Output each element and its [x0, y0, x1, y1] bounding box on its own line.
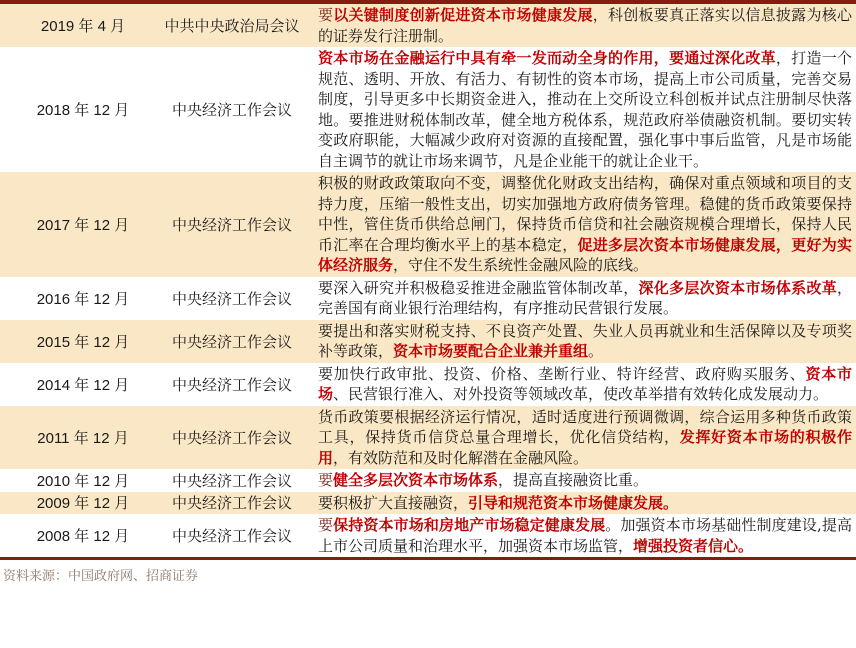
content-segment: 要深入研究并积极稳妥推进金融监管体制改革，	[318, 278, 639, 297]
meeting-cell: 中央经济工作会议	[171, 428, 292, 447]
date-cell: 2011 年 12 月	[37, 429, 129, 447]
content-segment: 发挥好资本市场的积极作用	[318, 428, 852, 467]
content-segment: 资本市场要配合企业兼并重组	[393, 342, 589, 360]
meeting-cell: 中央经济工作会议	[171, 527, 292, 545]
content-segment: 以关键制度创新促进资本市场健康发展	[333, 6, 593, 24]
content-cell	[316, 320, 856, 363]
content-segment: 深化多层次资本市场体系改革	[638, 278, 837, 297]
table-row	[0, 406, 856, 470]
content-cell	[316, 514, 856, 557]
table-row	[0, 469, 856, 492]
content-segment: 促进多层次资本市场健康发展，更好为实体经济服务	[318, 235, 852, 274]
content-segment: 资本市场	[318, 364, 852, 403]
content-segment: 资本市场在金融运行中具有牵一发而动全身的作用，要通过深化改革	[318, 49, 776, 67]
date-cell: 2010 年 12 月	[36, 472, 130, 490]
content-segment: 要	[318, 6, 334, 24]
table-row	[0, 172, 856, 277]
meeting-cell: 中央经济工作会议	[171, 332, 292, 351]
content-segment: 健全多层次资本市场体系	[333, 471, 499, 489]
content-cell	[316, 406, 856, 470]
meeting-cell: 中央经济工作会议	[171, 471, 292, 490]
content-segment: 引导和规范资本市场健康发展。	[468, 493, 679, 512]
date-cell: 2009 年 12 月	[36, 495, 130, 513]
meeting-cell: 中央经济工作会议	[171, 289, 292, 308]
content-segment: ，有效防范和及时化解潜在金融风险。	[333, 448, 589, 467]
content-cell	[316, 492, 856, 515]
content-cell	[316, 277, 856, 320]
meeting-cell: 中共中央政治局会议	[164, 17, 300, 35]
meeting-cell: 中央经济工作会议	[171, 375, 292, 394]
table-row	[0, 277, 856, 320]
content-cell	[316, 4, 856, 47]
content-segment: 增强投资者信心。	[633, 536, 754, 555]
content-segment: ，科创板要真正落实以信息披露为核心的证券发行注册制。	[318, 6, 852, 45]
content-segment: 要提出和落实财税支持、不良资产处置、失业人员再就业和生活保障以及专项奖补等政策，	[318, 321, 852, 360]
content-cell	[316, 47, 856, 172]
content-segment: 货币政策要根据经济运行情况，适时适度进行预调微调，综合运用多种货币政策工具，保持货币信贷总量合理增长，优化信贷结构，	[318, 407, 852, 446]
source-note: 资料来源：中国政府网、招商证券	[3, 569, 199, 584]
content-segment: 、民营银行准入、对外投资等领域改革，使改革举措有效转化成发展动力。	[333, 385, 829, 403]
content-segment: 保持资本市场和房地产市场稳定健康发展	[333, 516, 606, 534]
content-segment: 要积极扩大直接融资，	[318, 493, 469, 512]
policy-table-body	[0, 4, 856, 557]
content-segment: 。	[588, 342, 604, 360]
date-cell: 2019 年 4 月	[40, 18, 126, 35]
content-segment: 要	[318, 471, 334, 489]
table-row	[0, 320, 856, 363]
content-segment: 要	[318, 516, 334, 534]
table-row	[0, 514, 856, 557]
content-segment: ，守住不发生系统性金融风险的底线。	[393, 256, 649, 274]
content-segment: 积极的财政政策取向不变，调整优化财政支出结构，确保对重点领域和项目的支持力度，压缩一般性支出，切实加强地方政府债务管理。稳健的货币政策要保持中性，管住货币供给总闸门，保持货币信贷和社会融资规模合理增长，保持人民币汇率在合理均衡水平上的基本稳定，	[318, 174, 852, 254]
meeting-cell: 中央经济工作会议	[171, 494, 292, 513]
content-segment: 要加快行政审批、投资、价格、垄断行业、特许经营、政府购买服务、	[318, 364, 806, 383]
content-segment: ，提高直接融资比重。	[498, 471, 649, 489]
date-cell: 2015 年 12 月	[36, 333, 130, 351]
content-segment: ，完善国有商业银行治理结构，有序推动民营银行发展。	[318, 278, 852, 317]
content-segment: ，打造一个规范、透明、开放、有活力、有韧性的资本市场，提高上市公司质量，完善交易制度，引导更多中长期资金进入，推动在上交所设立科创板并试点注册制尽快落地。要推进财税体制改革，健全地方税体系，规范政府举债融资机制。要切实转变政府职能，大幅减少政府对资源的直接配置，强化事中事后监管，凡是市场能自主调节的就让市场来调节，凡是企业能干的就让企业干。	[318, 49, 852, 170]
table-row	[0, 363, 856, 406]
date-cell: 2016 年 12 月	[36, 290, 130, 308]
date-cell: 2008 年 12 月	[36, 528, 130, 545]
table-row	[0, 47, 856, 172]
meeting-cell: 中央经济工作会议	[171, 101, 292, 119]
date-cell: 2017 年 12 月	[36, 216, 130, 234]
meeting-cell: 中央经济工作会议	[171, 215, 292, 234]
table-row	[0, 4, 856, 47]
content-cell	[316, 172, 856, 277]
date-cell: 2018 年 12 月	[36, 102, 130, 119]
content-cell	[316, 363, 856, 406]
table-row	[0, 492, 856, 515]
content-cell	[316, 469, 856, 492]
content-segment: 。加强资本市场基础性制度建设,提高上市公司质量和治理水平，加强资本市场监管，	[318, 516, 852, 555]
date-cell: 2014 年 12 月	[36, 376, 130, 394]
